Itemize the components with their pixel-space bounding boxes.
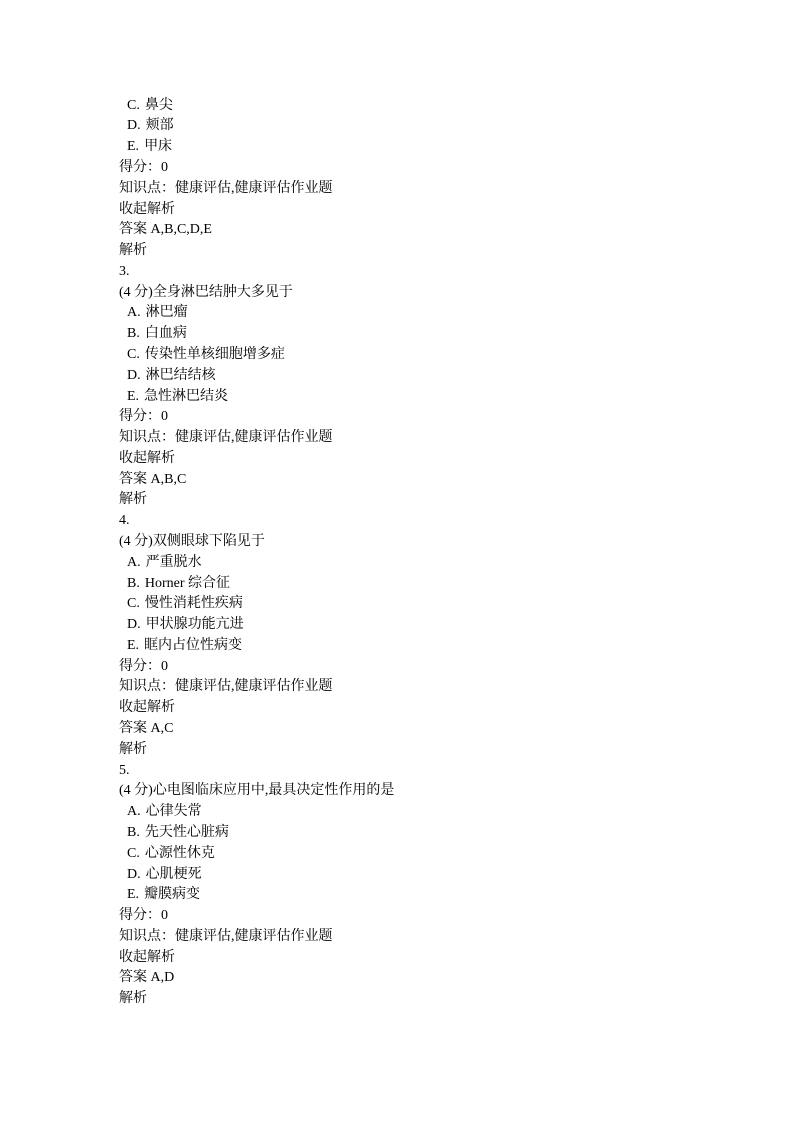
question-number: 4. [119,513,130,529]
knowledge-point: 知识点：健康评估,健康评估作业题 [119,430,333,446]
question-stem: (4 分)全身淋巴结肿大多见于 [119,284,293,300]
analysis-label: 解析 [119,741,147,757]
option [119,636,739,657]
option [119,137,739,158]
option [119,885,739,906]
option-text: 先天性心脏病 [144,824,229,840]
option-text: 甲状腺功能亢进 [145,617,244,633]
option-letter: A. [127,554,141,570]
option-text: 眶内占位性病变 [144,637,243,653]
option [119,865,739,886]
option-letter: B. [127,575,140,591]
option [119,553,739,574]
option-text: 甲床 [144,139,173,155]
option-text: 淋巴结结核 [145,367,216,383]
option-letter: C. [127,596,140,612]
option-letter: A. [127,305,141,321]
option-text: 慢性消耗性疾病 [144,596,243,612]
option-text: 严重脱水 [145,554,202,570]
option [119,823,739,844]
score: 得分：0 [119,908,168,924]
question-continued [119,96,739,262]
option-text: 心律失常 [145,804,202,820]
option-letter: A. [127,804,141,820]
option [119,594,739,615]
option-letter: B. [127,326,140,342]
question-4 [119,511,739,760]
option-letter: C. [127,97,140,113]
option [119,574,739,595]
option-text: 传染性单核细胞增多症 [144,346,285,362]
option [119,324,739,345]
option-letter: C. [127,845,140,861]
option-text: 瓣膜病变 [144,887,201,903]
option-letter: E. [127,887,140,903]
option-text: 白血病 [144,326,187,342]
question-5 [119,761,739,1010]
answer: 答案 A,B,C [119,471,187,487]
option [119,96,739,117]
collapse-analysis-link: 收起解析 [119,450,175,466]
collapse-analysis-link: 收起解析 [119,700,175,716]
answer: 答案 A,D [119,970,175,986]
option-letter: B. [127,824,140,840]
score: 得分：0 [119,159,168,175]
option-letter: D. [127,118,141,134]
option [119,615,739,636]
question-3 [119,262,739,511]
collapse-analysis-link: 收起解析 [119,949,175,965]
answer: 答案 A,C [119,721,174,737]
option-letter: D. [127,367,141,383]
option [119,366,739,387]
question-list [119,96,739,1010]
option-text: Horner 综合征 [144,575,230,591]
question-stem: (4 分)双侧眼球下陷见于 [119,534,265,549]
question-number: 5. [119,762,130,778]
option-letter: C. [127,346,140,362]
option-text: 鼻尖 [144,97,173,113]
option-text: 颊部 [145,118,174,134]
answer: 答案 A,B,C,D,E [119,222,212,238]
analysis-label: 解析 [119,492,147,508]
option-text: 急性淋巴结炎 [144,388,229,404]
option-text: 淋巴瘤 [145,305,188,321]
option-letter: D. [127,866,141,882]
option-letter: E. [127,637,140,653]
option-text: 心肌梗死 [145,866,202,882]
question-number: 3. [119,263,130,279]
option [119,345,739,366]
question-stem: (4 分)心电图临床应用中,最具决定性作用的是 [119,783,395,799]
score: 得分：0 [119,658,168,674]
analysis-label: 解析 [119,243,147,259]
collapse-analysis-link: 收起解析 [119,201,175,217]
option-text: 心源性休克 [144,845,215,861]
option [119,387,739,408]
option [119,844,739,865]
option [119,303,739,324]
option-letter: E. [127,388,140,404]
option-letter: D. [127,617,141,633]
analysis-label: 解析 [119,991,147,1007]
knowledge-point: 知识点：健康评估,健康评估作业题 [119,928,333,944]
option [119,802,739,823]
option-letter: E. [127,139,140,155]
option [119,116,739,137]
knowledge-point: 知识点：健康评估,健康评估作业题 [119,180,333,196]
knowledge-point: 知识点：健康评估,健康评估作业题 [119,679,333,695]
score: 得分：0 [119,409,168,425]
